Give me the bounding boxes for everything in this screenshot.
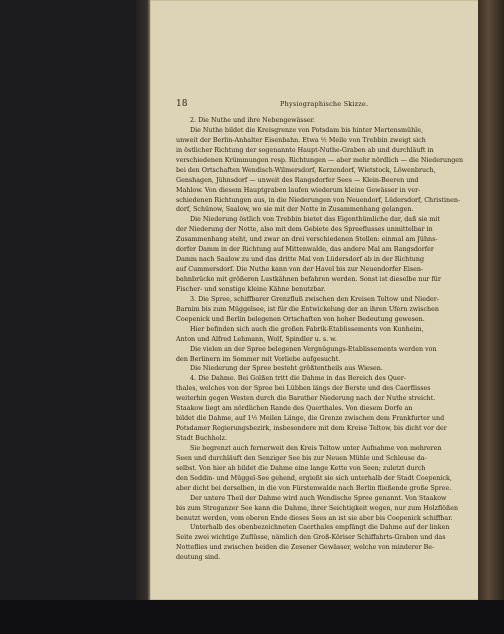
text-line: den Seddin- und Müggel-See gehend, ergießt sie sich unterhalb der Stadt Coepenick,	[176, 474, 452, 482]
text-line: Stadt Buchholz.	[176, 435, 227, 442]
text-line: bis zum Streganzer See kann die Dahme, ihrer Seichtigkeit wegen, nur zum Holzflößen	[176, 504, 459, 512]
text-line: Barnim bis zum Müggelsee, ist für die Entwickelung der an ihren Ufern zwischen	[176, 305, 439, 313]
text-line: bahnbrücke mit größeren Lustkähnen befahren werden. Sonst ist dieselbe nur für	[176, 276, 441, 283]
text-line: Die vielen an der Spree belegenen Vergnügungs-Etablissements werden von	[190, 345, 437, 353]
body-text	[176, 116, 468, 563]
text-line: Anton und Alfred Lehmann, Wolf, Spindler u. s. w.	[176, 335, 337, 343]
text-line: bei den Ortschaften Wendisch-Wilmersdorf, Kerzendorf, Wietstock, Löwenbruch,	[176, 166, 436, 174]
text-line: aber dicht bei derselben, in die von Fürstenwalde nach Berlin fließende große Spree.	[176, 484, 452, 492]
text-line: Hier befinden sich auch die großen Fabrik-Etablissements von Kunheim,	[190, 325, 424, 333]
text-line: Die Niederung der Spree besteht größtentheils aus Wiesen.	[190, 365, 383, 373]
text-line: in östlicher Richtung der sogenannte Haupt-Nuthe-Graben ab und durchläuft in	[176, 146, 434, 154]
text-line: Die Niederung östlich von Trebbin bietet das Eigenthümliche dar, daß sie mit	[190, 216, 440, 224]
text-line: dorfer Damm in der Richtung auf Mittenwalde, das andere Mal am Rangsdorfer	[176, 246, 434, 254]
text-line: Seite zwei wichtige Zuflüsse, nämlich den Groß-Köriser Schiffahrts-Graben und das	[176, 534, 446, 542]
text-line: bildet die Dahme, auf 1½ Meilen Länge, die Grenze zwischen dem Frankfurter und	[176, 415, 445, 423]
scan-bottom-band	[0, 600, 504, 634]
page-header	[176, 99, 466, 113]
text-line: 2. Die Nuthe und ihre Nebengewässer.	[190, 117, 316, 124]
text-line: dorf, Schünow, Saalow, wo sie mit der Notte in Zusammenhang gelangen.	[176, 206, 414, 214]
text-line: Unterhalb des obenbezeichneten Caerthales empfängt die Dahme auf der linken	[190, 524, 450, 532]
text-line: Staakow liegt am nördlichen Rande des Querthales. Von diesem Dorfe an	[176, 405, 413, 413]
page-number: 18	[176, 99, 188, 109]
text-line: deutung sind.	[176, 554, 221, 562]
text-line: 3. Die Spree, schiffbarer Grenzfluß zwischen den Kreisen Teltow und Nieder-	[190, 295, 439, 303]
text-line: Seen und durchläuft den Senziger See bis zur Neuen Mühle und Schleuse da-	[176, 454, 427, 462]
text-line: Der untere Theil der Dahme wird auch Wendische Spree genannt. Von Staakow	[190, 494, 447, 502]
text-line: weiterhin gegen Westen durch die Baruther Niederung nach der Nuthe streicht.	[176, 395, 436, 403]
text-line: der Niederung der Notte, also mit dem Gebiete des Spreeflusses unmittelbar in	[176, 226, 433, 234]
text-line: 4. Die Dahme. Bei Golßen tritt die Dahme in das Bereich des Quer-	[190, 375, 406, 383]
text-line: Fischer- und sonstige kleine Kähne benutzbar.	[176, 285, 326, 293]
text-line: selbst. Von hier ab bildet die Dahme eine lange Kette von Seen; zuletzt durch	[176, 464, 426, 472]
text-line: thales, welches von der Spree bei Lübben längs der Berste und des Caerflisses	[176, 385, 431, 393]
text-line: Notteflies und zwischen beiden die Zesener Gewässer, welche von minderer Be-	[176, 544, 435, 552]
text-line: verschiedenen Krümmungen resp. Richtungen — aber mehr nördlich — die Niederungen	[176, 156, 464, 164]
running-head: Physiographische Skizze.	[280, 100, 369, 108]
text-line: benutzt werden, vom oberen Ende dieses Sees an ist sie aber bis Coepenick schiffbar.	[176, 514, 453, 522]
text-line: Sie begrenzt auch fernerweit den Kreis Teltow unter Aufnahme von mehreren	[190, 444, 442, 452]
text-line: schiedenen Richtungen aus, in die Niederungen von Neuendorf, Lüdersdorf, Christinen-	[176, 196, 461, 204]
text-line: den Berlinern im Sommer mit Vorliebe aufgesucht.	[176, 355, 341, 363]
text-line: Zusammenhang steht, und zwar an drei verschiedenen Stellen: einmal am Jühns-	[176, 236, 438, 244]
text-line: Die Nuthe bildet die Kreisgrenze von Potsdam bis hinter Mertensmühle,	[190, 126, 423, 134]
page-edge	[478, 0, 504, 634]
text-line: auf Cummersdorf. Die Nuthe kann von der Havel bis zur Neuendorfer Eisen-	[176, 266, 424, 274]
text-line: Mahlow. Von diesem Hauptgraben laufen wiederum kleine Gewässer in ver-	[176, 186, 421, 194]
text-line: Potsdamer Regierungsbezirk, insbesondere mit dem Kreise Teltow, bis dicht vor der	[176, 425, 447, 433]
text-line: Coepenick und Berlin belegenen Ortschaften von hoher Bedeutung gewesen.	[176, 315, 425, 323]
text-line: Damm nach Saalow zu und das dritte Mal von Lüdersdorf ab in der Richtung	[176, 256, 425, 264]
text-line: unweit der Berlin-Anhalter Eisenbahn. Etwa ½ Meile von Trebbin zweigt sich	[176, 136, 426, 144]
text-line: Genshagen, Jühnsdorf — unweit des Rangsdorfer Sees — Klein-Beeren und	[176, 176, 419, 184]
